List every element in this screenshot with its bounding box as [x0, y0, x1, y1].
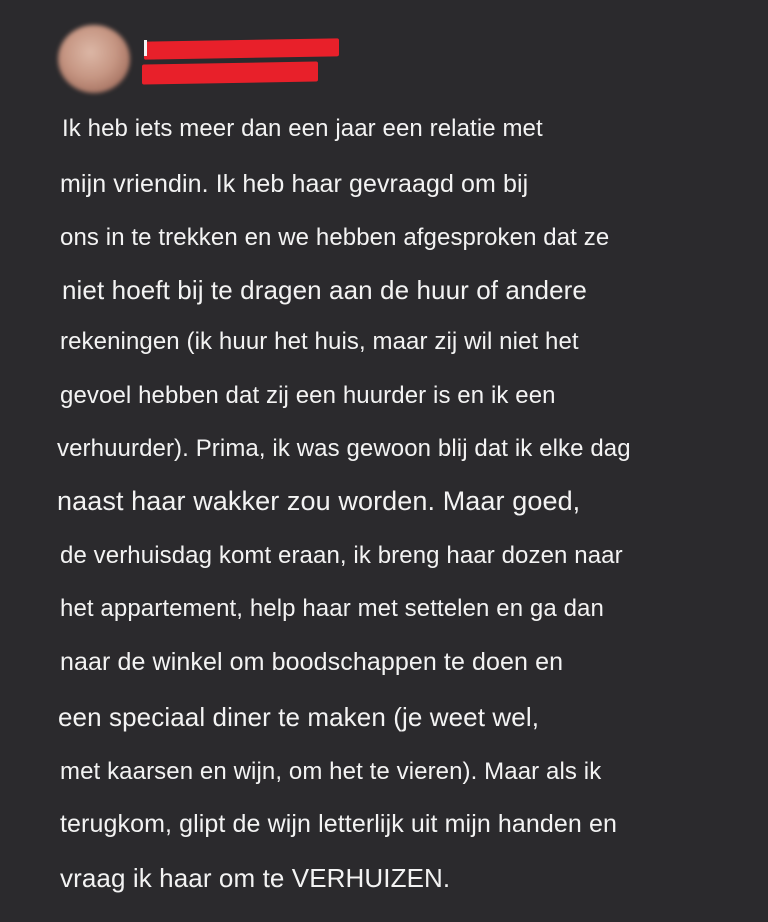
post-line: terugkom, glipt de wijn letterlijk uit mijn handen en — [60, 810, 617, 838]
post-line: gevoel hebben dat zij een huurder is en ik een — [60, 382, 556, 409]
post-line: naast haar wakker zou worden. Maar goed, — [57, 486, 581, 516]
post-line: naar de winkel om boodschappen te doen en — [60, 648, 564, 676]
post-line: verhuurder). Prima, ik was gewoon blij dat ik elke dag — [57, 435, 631, 462]
post-line: een speciaal diner te maken (je weet wel, — [58, 702, 540, 732]
post-line: vraag ik haar om te VERHUIZEN. — [60, 863, 451, 893]
post-line: niet hoeft bij te dragen aan de huur of andere — [62, 275, 587, 305]
post-line: met kaarsen en wijn, om het te vieren). Maar als ik — [60, 758, 602, 785]
post-line: het appartement, help haar met settelen en ga dan — [60, 595, 604, 622]
post-line: mijn vriendin. Ik heb haar gevraagd om bij — [60, 170, 529, 198]
post-line: rekeningen (ik huur het huis, maar zij wil niet het — [60, 328, 579, 355]
post-line: de verhuisdag komt eraan, ik breng haar dozen naar — [60, 542, 623, 569]
post-line: ons in te trekken en we hebben afgesproken dat ze — [60, 224, 610, 251]
post-line: Ik heb iets meer dan een jaar een relatie met — [62, 115, 543, 142]
